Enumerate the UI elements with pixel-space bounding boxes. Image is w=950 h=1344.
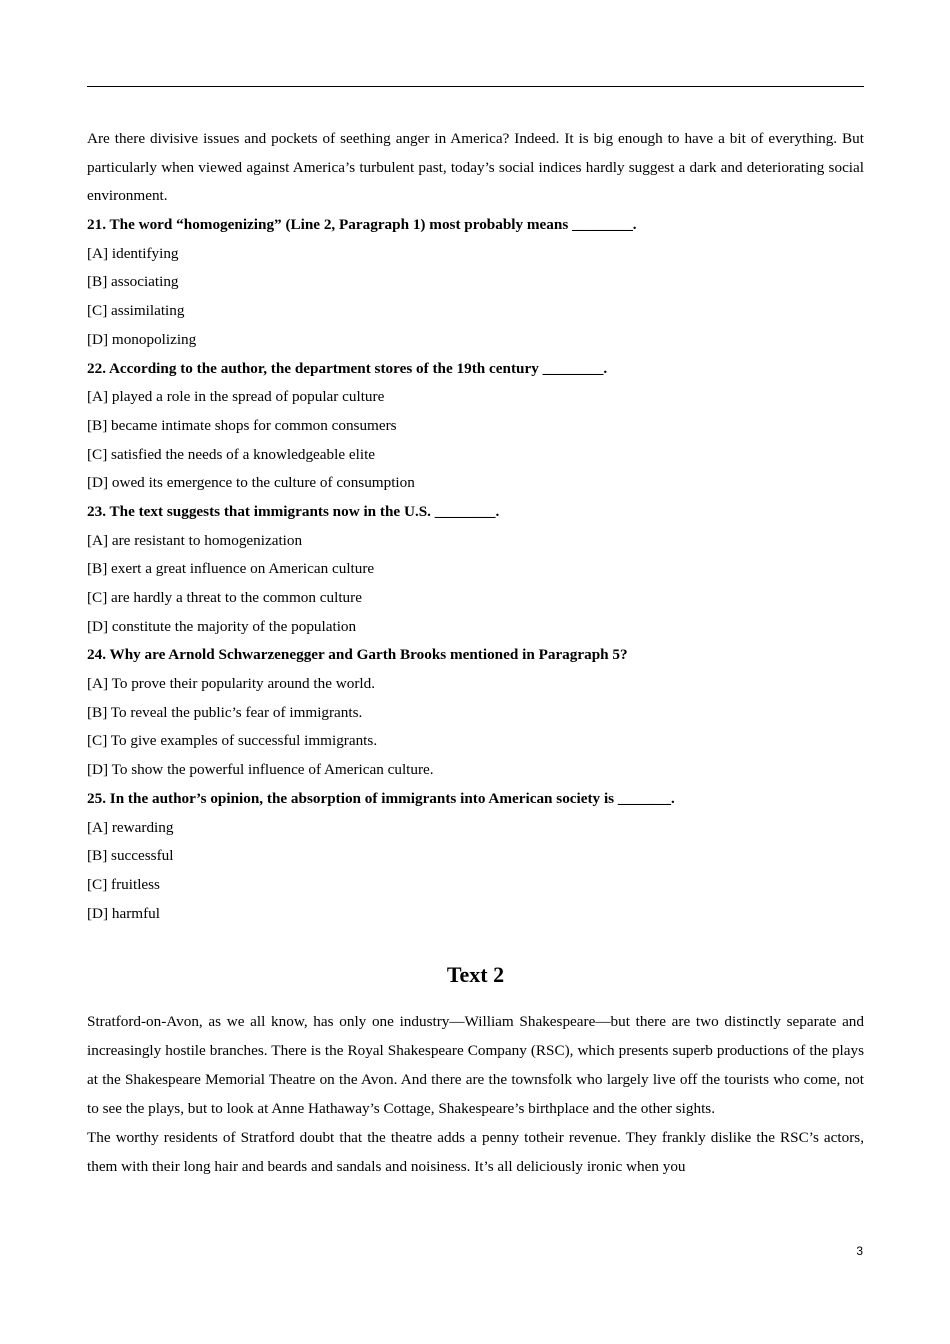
section-title: Text 2 (446, 962, 505, 988)
option-b: [B] exert a great influence on American culture (87, 560, 375, 578)
text2-paragraph: The worthy residents of Stratford doubt that the theatre adds a penny totheir revenue. They frankly dislike the RSC’s actors, them with their long hair and beards and sandals and noisiness. It’s all deliciously ironic when you (87, 1128, 864, 1175)
question-stem: 23. The text suggests that immigrants now in the U.S. ________. (87, 502, 500, 520)
question-stem: 21. The word “homogenizing” (Line 2, Paragraph 1) most probably means ________. (87, 216, 637, 234)
page-number: 3 (856, 1244, 863, 1258)
page-content (87, 125, 864, 1182)
option-a: [A] identifying (87, 244, 179, 262)
option-b: [B] associating (87, 273, 179, 291)
question-21 (87, 211, 864, 354)
option-c: [C] are hardly a threat to the common culture (87, 589, 362, 607)
option-d: [D] To show the powerful influence of American culture. (87, 761, 434, 779)
option-a: [A] are resistant to homogenization (87, 531, 303, 549)
option-b: [B] became intimate shops for common consumers (87, 416, 397, 434)
option-b: [B] successful (87, 847, 174, 865)
option-c: [C] fruitless (87, 875, 160, 893)
text1-final-paragraph: Are there divisive issues and pockets of seething anger in America? Indeed. It is big enough to have a bit of everything. But particularly when viewed against America’s turbulent past, today’s social indices hardly suggest a dark and deteriorating social environment. (87, 130, 864, 205)
header-rule (87, 86, 864, 87)
option-d: [D] harmful (87, 904, 160, 922)
question-stem: 22. According to the author, the department stores of the 19th century ________. (87, 359, 608, 377)
question-24 (87, 641, 864, 784)
option-d: [D] monopolizing (87, 330, 197, 348)
option-a: [A] played a role in the spread of popular culture (87, 388, 385, 406)
question-23 (87, 498, 864, 641)
question-22 (87, 355, 864, 498)
option-a: [A] To prove their popularity around the world. (87, 675, 375, 693)
option-d: [D] owed its emergence to the culture of consumption (87, 474, 415, 492)
question-25 (87, 785, 864, 928)
question-stem: 24. Why are Arnold Schwarzenegger and Garth Brooks mentioned in Paragraph 5? (87, 646, 628, 664)
question-stem: 25. In the author’s opinion, the absorption of immigrants into American society is _______. (87, 789, 675, 807)
option-c: [C] To give examples of successful immigrants. (87, 732, 378, 750)
option-a: [A] rewarding (87, 818, 174, 836)
option-b: [B] To reveal the public’s fear of immigrants. (87, 703, 363, 721)
option-c: [C] assimilating (87, 302, 185, 320)
text2-paragraph: Stratford-on-Avon, as we all know, has only one industry—William Shakespeare—but there are two distinctly separate and increasingly hostile branches. There is the Royal Shakespeare Company (RSC), which presents superb productions of the plays at the Shakespeare Memorial Theatre on the Avon. And there are the townsfolk who largely live off the tourists who come, not to see the plays, but to look at Anne Hathaway’s Cottage, Shakespeare’s birthplace and the other sights. (87, 1013, 864, 1118)
option-c: [C] satisfied the needs of a knowledgeable elite (87, 445, 376, 463)
option-d: [D] constitute the majority of the population (87, 617, 357, 635)
